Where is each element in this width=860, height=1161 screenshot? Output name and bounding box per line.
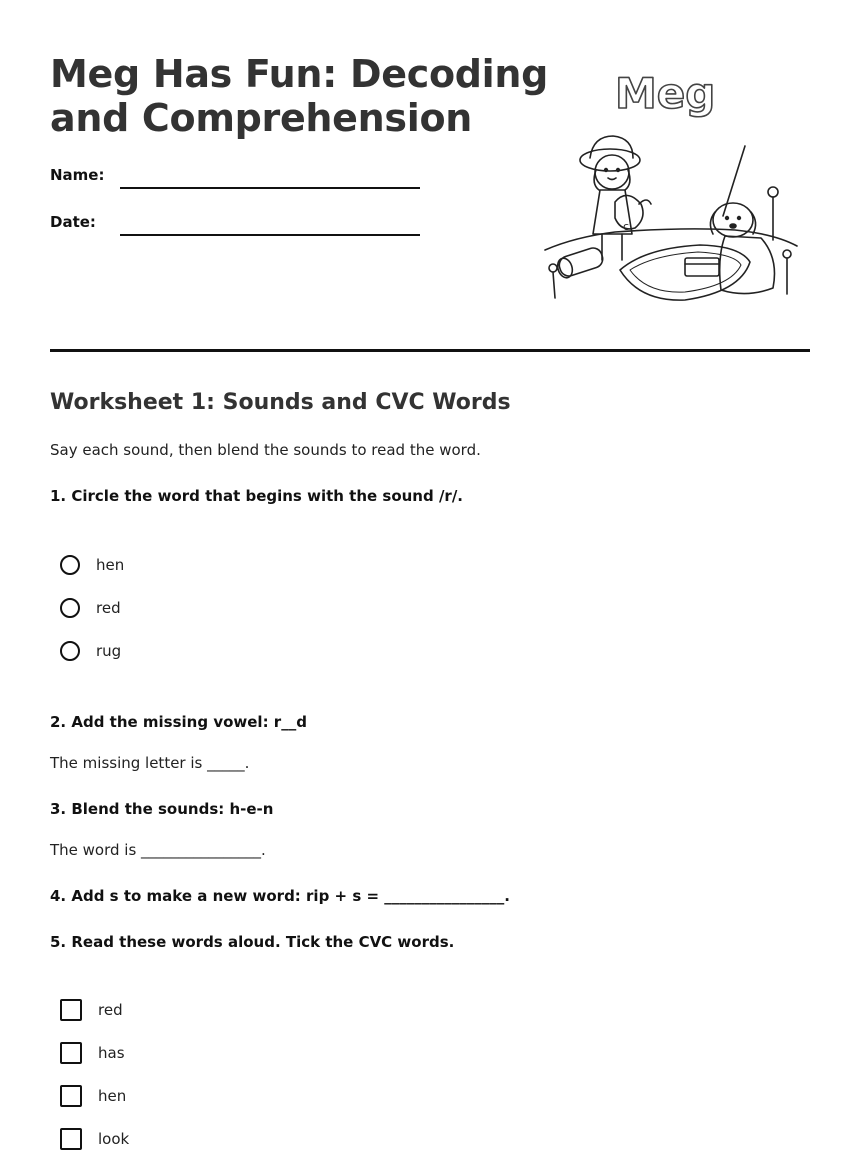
date-label: Date: xyxy=(50,213,96,231)
q1-option-rug[interactable] xyxy=(60,638,121,664)
date-field[interactable] xyxy=(120,234,420,236)
question-3-prompt: 3. Blend the sounds: h-e-n xyxy=(50,800,274,818)
question-2-prompt: 2. Add the missing vowel: r__d xyxy=(50,713,307,731)
question-5-prompt: 5. Read these words aloud. Tick the CVC words. xyxy=(50,933,455,951)
q5-option-hen[interactable] xyxy=(60,1083,126,1109)
option-label: hen xyxy=(96,556,125,574)
worksheet-title: Worksheet 1: Sounds and CVC Words xyxy=(50,390,511,415)
q5-option-has[interactable] xyxy=(60,1040,125,1066)
q1-option-red[interactable] xyxy=(60,595,121,621)
question-2-answer-line[interactable]: The missing letter is _____. xyxy=(50,754,250,772)
page-title: Meg Has Fun: Decoding and Comprehension xyxy=(50,52,549,140)
checkbox[interactable] xyxy=(60,1128,82,1150)
illustration-word: Meg xyxy=(615,69,716,118)
checkbox[interactable] xyxy=(60,999,82,1021)
option-label: look xyxy=(98,1130,130,1148)
checkbox[interactable] xyxy=(60,1085,82,1107)
name-label: Name: xyxy=(50,166,105,184)
radio-button[interactable] xyxy=(60,555,80,575)
option-label: red xyxy=(96,599,121,617)
question-1-prompt: 1. Circle the word that begins with the sound /r/. xyxy=(50,487,463,505)
question-3-answer-line[interactable]: The word is ________________. xyxy=(50,841,266,859)
option-label: red xyxy=(98,1001,123,1019)
option-label: has xyxy=(98,1044,125,1062)
svg-text:c: c xyxy=(623,220,630,233)
worksheet-instruction: Say each sound, then blend the sounds to read the word. xyxy=(50,441,481,459)
q1-option-hen[interactable] xyxy=(60,552,124,578)
option-label: hen xyxy=(98,1087,127,1105)
question-4-prompt[interactable]: 4. Add s to make a new word: rip + s = ________________. xyxy=(50,887,510,905)
girl-and-dog-picnic-illustration xyxy=(535,62,815,312)
q5-option-look[interactable] xyxy=(60,1126,129,1152)
radio-button[interactable] xyxy=(60,641,80,661)
name-field[interactable] xyxy=(120,187,420,189)
radio-button[interactable] xyxy=(60,598,80,618)
header-divider xyxy=(50,349,810,352)
option-label: rug xyxy=(96,642,122,660)
q5-option-red[interactable] xyxy=(60,997,123,1023)
checkbox[interactable] xyxy=(60,1042,82,1064)
